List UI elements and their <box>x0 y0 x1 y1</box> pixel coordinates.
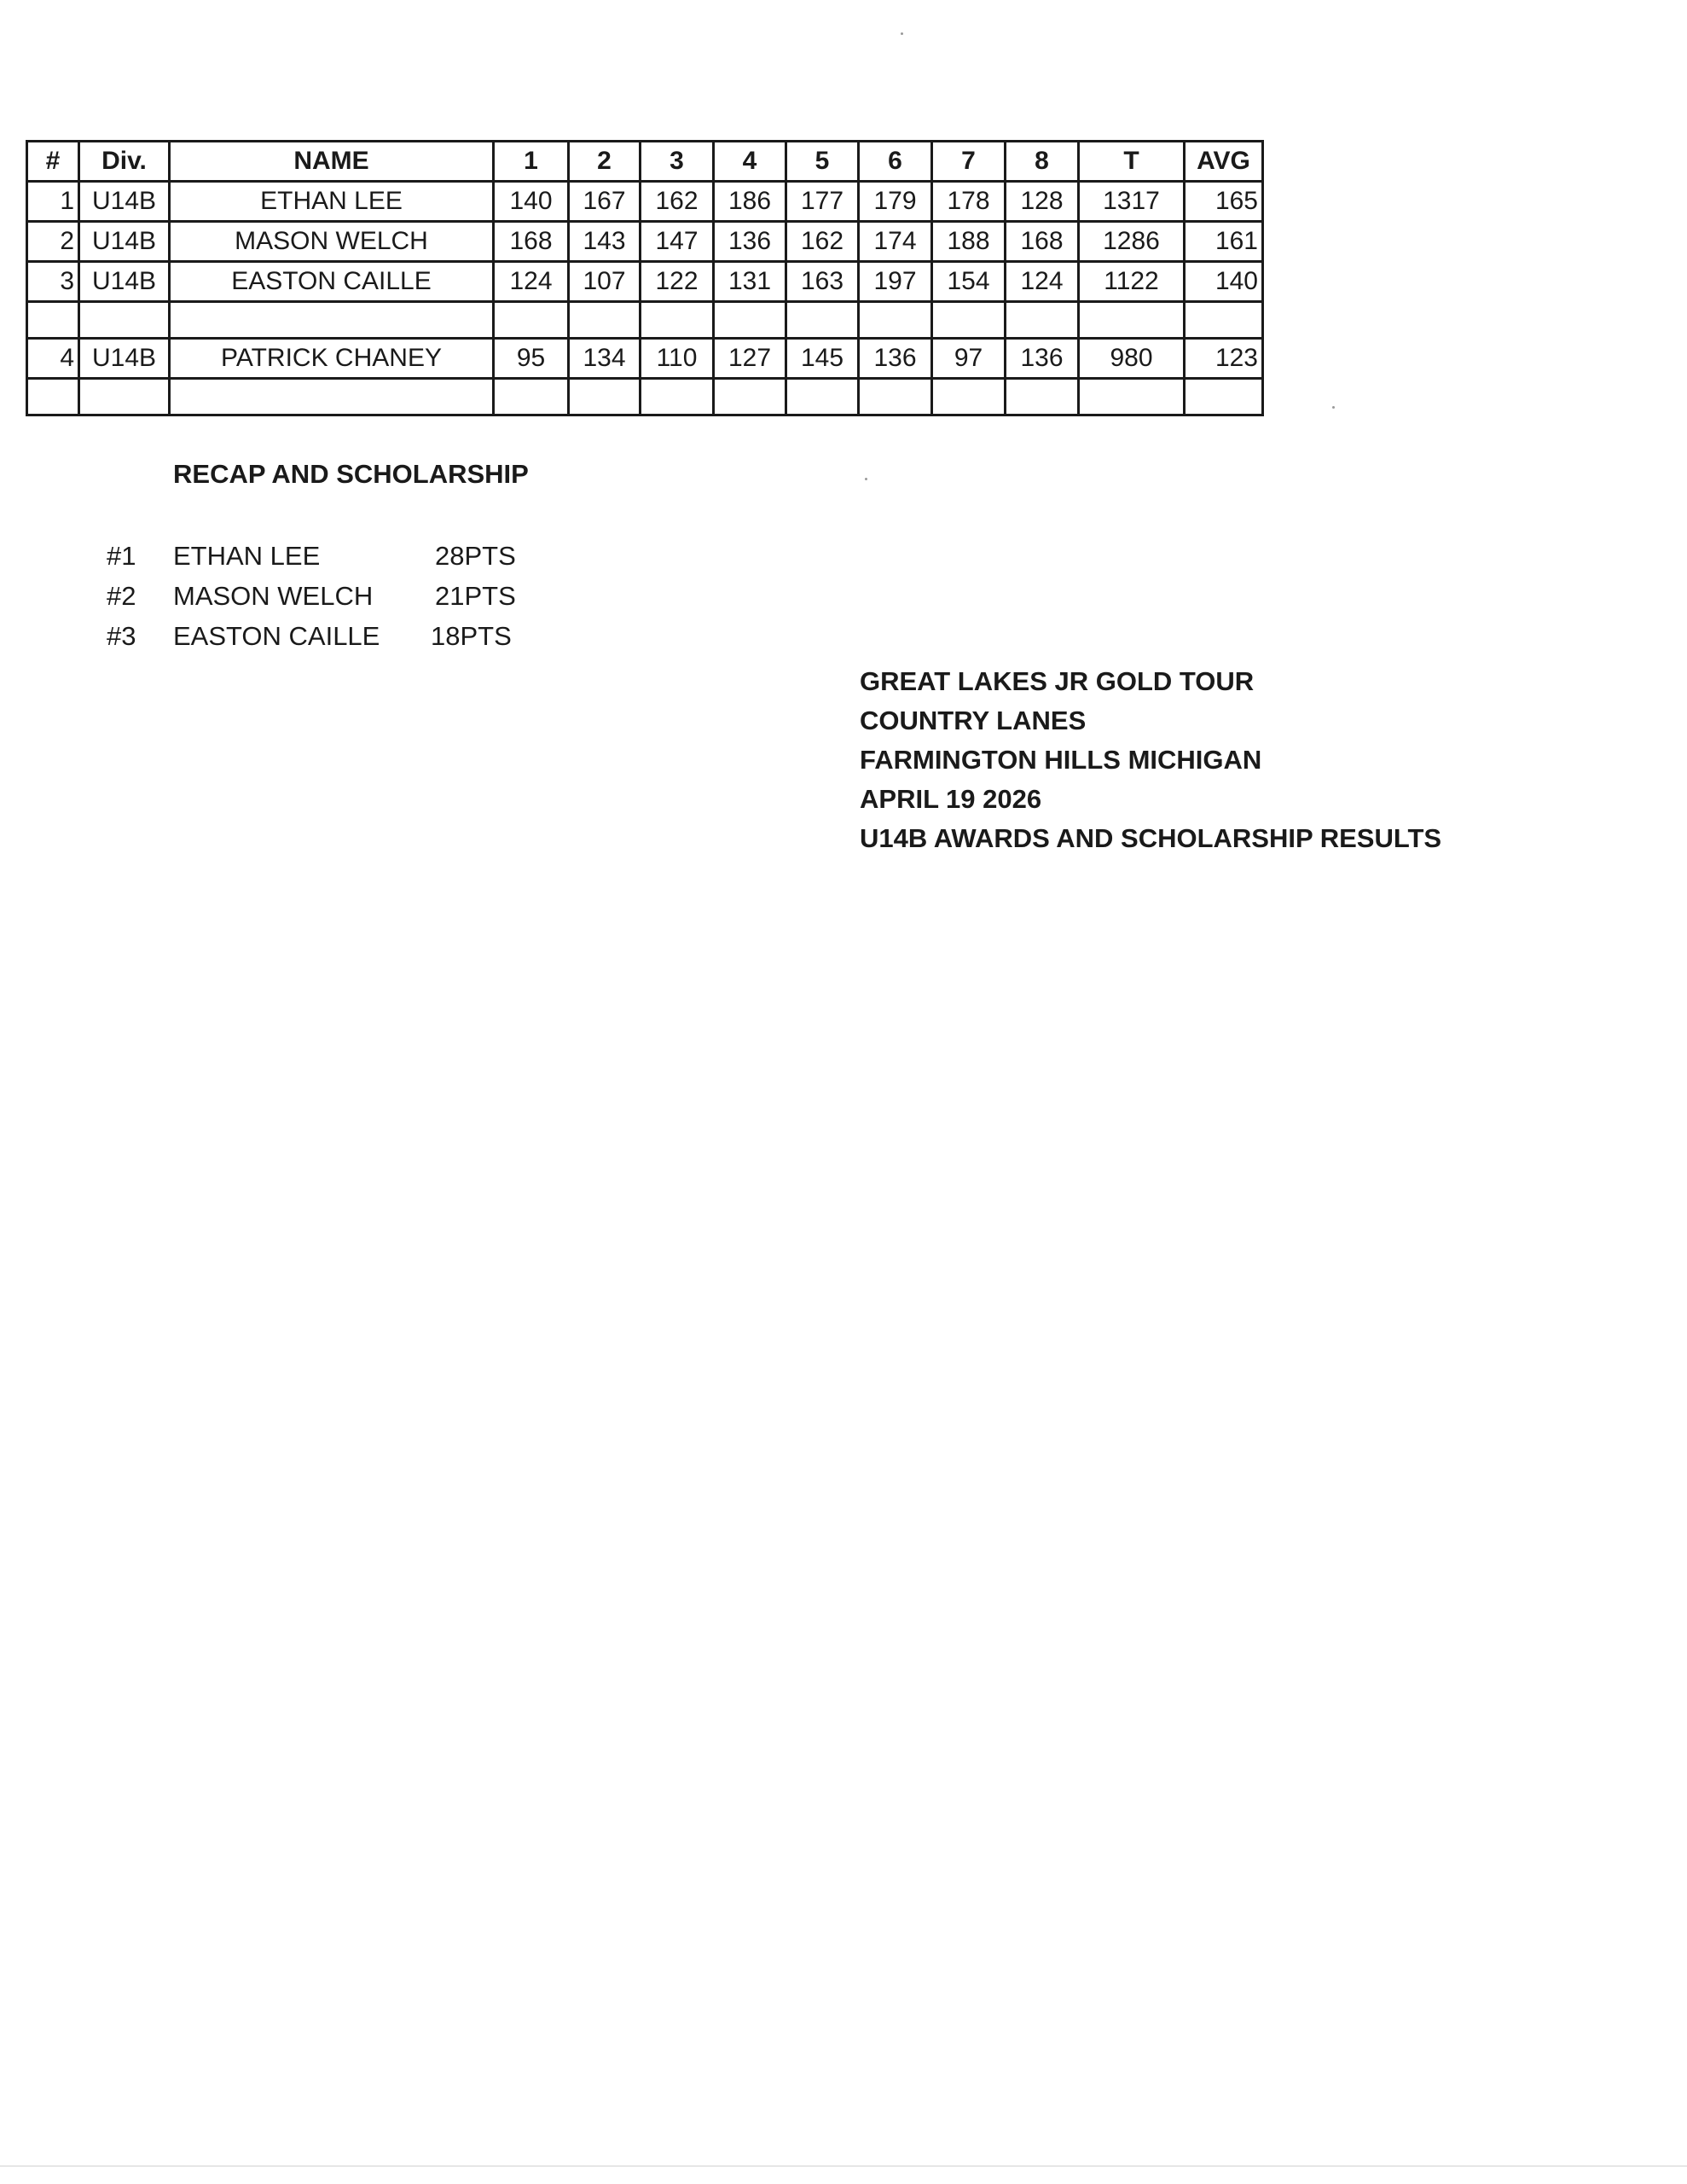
blank-cell <box>79 302 170 339</box>
blank-cell <box>859 379 932 415</box>
row-name: ETHAN LEE <box>170 182 494 222</box>
row-game: 136 <box>1006 339 1079 379</box>
header-rank: # <box>27 142 79 182</box>
row-name: PATRICK CHANEY <box>170 339 494 379</box>
recap-name: EASTON CAILLE <box>173 621 380 651</box>
table-row-blank <box>27 379 1263 415</box>
blank-cell <box>641 302 714 339</box>
recap-points: 28PTS <box>435 541 516 571</box>
row-total: 1317 <box>1079 182 1185 222</box>
blank-cell <box>1185 302 1263 339</box>
recap-points: 21PTS <box>435 581 516 611</box>
blank-cell <box>1006 379 1079 415</box>
row-avg: 140 <box>1185 262 1263 302</box>
row-game: 162 <box>786 222 859 262</box>
row-game: 197 <box>859 262 932 302</box>
table-header-row <box>27 142 1263 182</box>
row-rank: 1 <box>27 182 79 222</box>
row-total: 980 <box>1079 339 1185 379</box>
table-row-blank <box>27 302 1263 339</box>
header-total: T <box>1079 142 1185 182</box>
blank-cell <box>932 379 1006 415</box>
row-rank: 4 <box>27 339 79 379</box>
header-game-8: 8 <box>1006 142 1079 182</box>
recap-rank: #2 <box>107 581 136 611</box>
table-row <box>27 222 1263 262</box>
row-game: 168 <box>494 222 569 262</box>
blank-cell <box>1185 379 1263 415</box>
row-name: MASON WELCH <box>170 222 494 262</box>
row-avg: 161 <box>1185 222 1263 262</box>
row-game: 110 <box>641 339 714 379</box>
recap-title: RECAP AND SCHOLARSHIP <box>173 459 529 489</box>
header-game-7: 7 <box>932 142 1006 182</box>
event-date: APRIL 19 2026 <box>860 784 1042 814</box>
row-rank: 2 <box>27 222 79 262</box>
row-game: 167 <box>569 182 641 222</box>
row-total: 1122 <box>1079 262 1185 302</box>
blank-cell <box>79 379 170 415</box>
row-avg: 123 <box>1185 339 1263 379</box>
table-row <box>27 262 1263 302</box>
row-game: 122 <box>641 262 714 302</box>
row-game: 131 <box>714 262 786 302</box>
row-div: U14B <box>79 222 170 262</box>
scan-speck <box>865 478 867 480</box>
recap-rank: #1 <box>107 541 136 571</box>
header-game-1: 1 <box>494 142 569 182</box>
recap-name: ETHAN LEE <box>173 541 321 571</box>
header-game-2: 2 <box>569 142 641 182</box>
row-game: 168 <box>1006 222 1079 262</box>
blank-cell <box>494 302 569 339</box>
row-game: 124 <box>1006 262 1079 302</box>
row-game: 134 <box>569 339 641 379</box>
row-rank: 3 <box>27 262 79 302</box>
blank-cell <box>569 379 641 415</box>
results-table <box>26 140 1264 416</box>
table-row <box>27 339 1263 379</box>
header-game-4: 4 <box>714 142 786 182</box>
row-game: 147 <box>641 222 714 262</box>
blank-cell <box>170 379 494 415</box>
scan-edge-line <box>0 2165 1687 2167</box>
header-game-6: 6 <box>859 142 932 182</box>
row-total: 1286 <box>1079 222 1185 262</box>
row-game: 177 <box>786 182 859 222</box>
row-game: 145 <box>786 339 859 379</box>
header-avg: AVG <box>1185 142 1263 182</box>
row-game: 136 <box>859 339 932 379</box>
row-game: 179 <box>859 182 932 222</box>
event-tour: GREAT LAKES JR GOLD TOUR <box>860 666 1255 696</box>
blank-cell <box>494 379 569 415</box>
row-game: 124 <box>494 262 569 302</box>
row-name: EASTON CAILLE <box>170 262 494 302</box>
row-game: 154 <box>932 262 1006 302</box>
row-game: 188 <box>932 222 1006 262</box>
row-game: 178 <box>932 182 1006 222</box>
row-game: 162 <box>641 182 714 222</box>
blank-cell <box>932 302 1006 339</box>
row-game: 127 <box>714 339 786 379</box>
event-venue: COUNTRY LANES <box>860 706 1087 735</box>
row-avg: 165 <box>1185 182 1263 222</box>
event-info-block <box>860 662 1441 858</box>
recap-points: 18PTS <box>431 621 512 651</box>
blank-cell <box>569 302 641 339</box>
blank-cell <box>27 379 79 415</box>
blank-cell <box>641 379 714 415</box>
table-row <box>27 182 1263 222</box>
blank-cell <box>1006 302 1079 339</box>
blank-cell <box>786 302 859 339</box>
row-game: 128 <box>1006 182 1079 222</box>
event-location: FARMINGTON HILLS MICHIGAN <box>860 745 1262 775</box>
event-subtitle: U14B AWARDS AND SCHOLARSHIP RESULTS <box>860 823 1442 853</box>
blank-cell <box>170 302 494 339</box>
scan-speck <box>901 32 903 35</box>
blank-cell <box>1079 302 1185 339</box>
row-div: U14B <box>79 182 170 222</box>
blank-cell <box>859 302 932 339</box>
blank-cell <box>1079 379 1185 415</box>
header-game-5: 5 <box>786 142 859 182</box>
blank-cell <box>714 302 786 339</box>
row-game: 174 <box>859 222 932 262</box>
row-game: 95 <box>494 339 569 379</box>
header-div: Div. <box>79 142 170 182</box>
row-game: 97 <box>932 339 1006 379</box>
recap-rank: #3 <box>107 621 136 651</box>
row-game: 140 <box>494 182 569 222</box>
blank-cell <box>27 302 79 339</box>
row-game: 163 <box>786 262 859 302</box>
row-game: 143 <box>569 222 641 262</box>
row-game: 186 <box>714 182 786 222</box>
row-game: 136 <box>714 222 786 262</box>
row-div: U14B <box>79 339 170 379</box>
header-name: NAME <box>170 142 494 182</box>
scan-speck <box>1332 406 1335 409</box>
header-game-3: 3 <box>641 142 714 182</box>
blank-cell <box>786 379 859 415</box>
row-game: 107 <box>569 262 641 302</box>
row-div: U14B <box>79 262 170 302</box>
blank-cell <box>714 379 786 415</box>
recap-name: MASON WELCH <box>173 581 374 611</box>
